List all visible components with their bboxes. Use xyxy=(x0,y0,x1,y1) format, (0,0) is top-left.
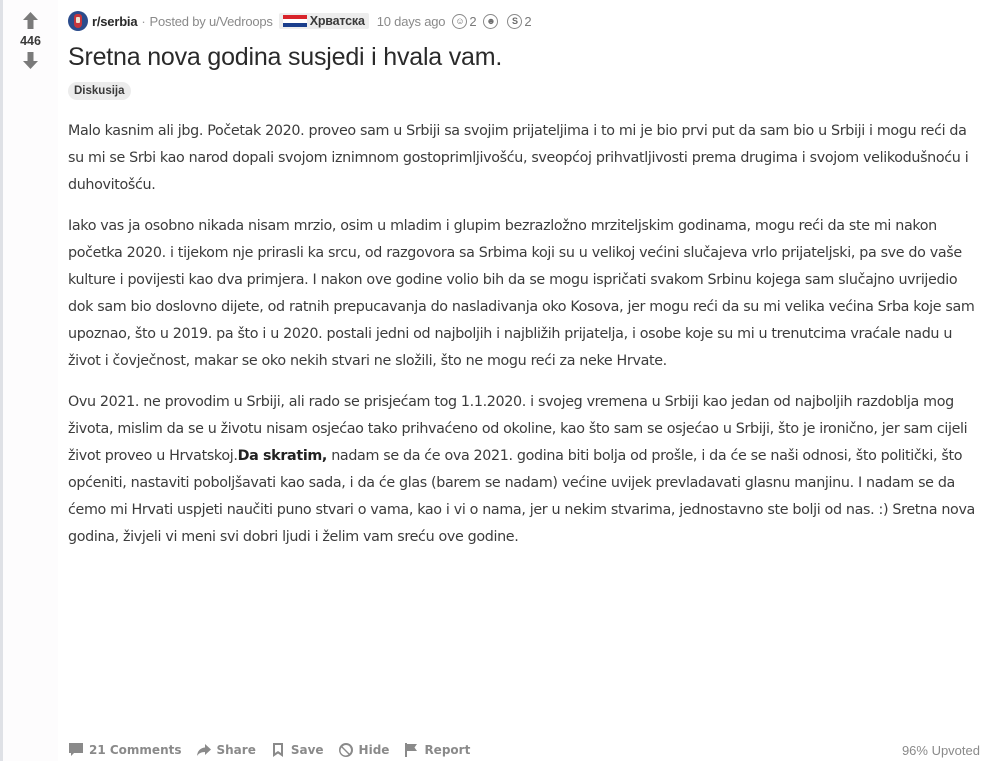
upvote-button[interactable] xyxy=(21,10,41,30)
upvote-ratio: 96% Upvoted xyxy=(901,742,980,758)
post-footer xyxy=(68,739,980,761)
arrow-up-icon xyxy=(23,12,38,29)
post-flair[interactable]: Diskusija xyxy=(68,82,131,100)
share-label: Share xyxy=(216,743,256,757)
paragraph-text: nadam se da će ova 2021. godina biti bolja od prošle, i da će se naši odnosi, što politički, što općeniti, nastaviti poboljšavati kao sada, i da će glas (barem se nadam) većine uvijek prevladavati glasnu manjinu. I nadam se da ćemo mi Hrvati uspjeti naučiti puno stvari o vama, kao i vi o nama, jer u nekim stvarima, jednostavno ste bolji od nas. :) Sretna nova godina, živjeli vi meni svi dobri ljudi i želim vam sreću ove godine. xyxy=(68,448,975,545)
award-silver[interactable] xyxy=(452,14,476,29)
body-paragraph xyxy=(68,389,976,551)
report-button[interactable] xyxy=(403,742,470,758)
user-flair-text: Хрватска xyxy=(309,14,365,28)
award-wholesome[interactable] xyxy=(483,14,500,29)
share-button[interactable] xyxy=(196,742,256,758)
flag-icon xyxy=(403,742,419,758)
body-paragraph: Iako vas ja osobno nikada nisam mrzio, osim u mladim i glupim bezrazložno mrziteljskim godinama, mogu reći da ste mi nakon početka 2020. i tijekom nje prirasli ka srcu, od razgovora sa Srbima koji su u velikoj većini slučajeva vrlo prijateljski, pa sve do vaše kulture i povijesti kao dva primjera. I nakon ove godine volio bih da se mogu ispričati svakom Srbinu kojega sam slučajno uvrijedio dok sam bio doslovno dijete, od ratnih prepucavanja do nasladivanja oko Kosova, jer mogu reći da su mi velika većina Srba koje sam upoznao, što u 2019. pa što i u 2020. postali jedni od najboljih i najbližih prijatelja, i osobe koje su mi u trenutcima vraćale nadu u život i čovječnost, makar se oko nekih stvari ne složili, što ne mogu reći za neke Hrvate. xyxy=(68,218,975,369)
hide-label: Hide xyxy=(358,743,390,757)
vote-column xyxy=(3,0,58,761)
wholesome-award-icon: ☻ xyxy=(483,14,498,29)
comments-label: 21 Comments xyxy=(89,743,182,757)
award-count: 2 xyxy=(524,13,532,29)
report-label: Report xyxy=(424,743,471,757)
coin-award-icon: S xyxy=(507,14,522,29)
croatia-flag-icon xyxy=(283,15,307,27)
post-body xyxy=(68,118,980,551)
comments-button[interactable] xyxy=(68,742,182,758)
silver-award-icon: ☺ xyxy=(452,14,467,29)
bold-text: Da skratim, xyxy=(237,448,327,464)
downvote-button[interactable] xyxy=(21,50,41,70)
meta-separator: · xyxy=(141,13,146,29)
vote-score: 446 xyxy=(20,34,41,48)
user-flair xyxy=(279,13,369,29)
bookmark-icon xyxy=(270,742,286,758)
post-title[interactable]: Sretna nova godina susjedi i hvala vam. xyxy=(68,43,503,71)
post-meta xyxy=(68,10,980,32)
save-label: Save xyxy=(290,743,324,757)
save-button[interactable] xyxy=(270,742,324,758)
subreddit-icon[interactable] xyxy=(68,11,88,31)
arrow-down-icon xyxy=(23,52,38,69)
paragraph-text: Ovu 2021. ne provodim u Srbiji, ali rado se prisjećam tog 1.1.2020. i svojeg vremena u Srbiji kao jedan od najboljih razdoblja mog života, mislim da se u životu nisam osjećao tako prihvaćeno od okoline, kao što sam se osjećao u Srbiji, što je ironično, jer sam cijeli život proveo u Hrvatskoj. xyxy=(68,394,968,464)
post-content xyxy=(68,0,980,565)
hide-icon xyxy=(338,742,354,758)
comment-icon xyxy=(68,742,84,758)
subreddit-link[interactable]: r/serbia xyxy=(92,13,138,29)
author-link[interactable]: u/Vedroops xyxy=(208,13,273,29)
posted-by-label: Posted by xyxy=(149,13,206,29)
award-count: 2 xyxy=(469,13,477,29)
award-coin[interactable] xyxy=(507,14,531,29)
hide-button[interactable] xyxy=(338,742,390,758)
share-icon xyxy=(196,742,212,758)
post-time[interactable]: 10 days ago xyxy=(376,13,446,29)
body-paragraph: Malo kasnim ali jbg. Početak 2020. proveo sam u Srbiji sa svojim prijateljima i to mi je bio prvi put da sam bio u Srbiji i mogu reći da su mi se Srbi kao narod dopali svojom iznimnom gostoprimljivošću, sveopćoj prihvatljivosti prema drugima i svojom velikodušnoću i duhovitošću. xyxy=(68,123,969,193)
